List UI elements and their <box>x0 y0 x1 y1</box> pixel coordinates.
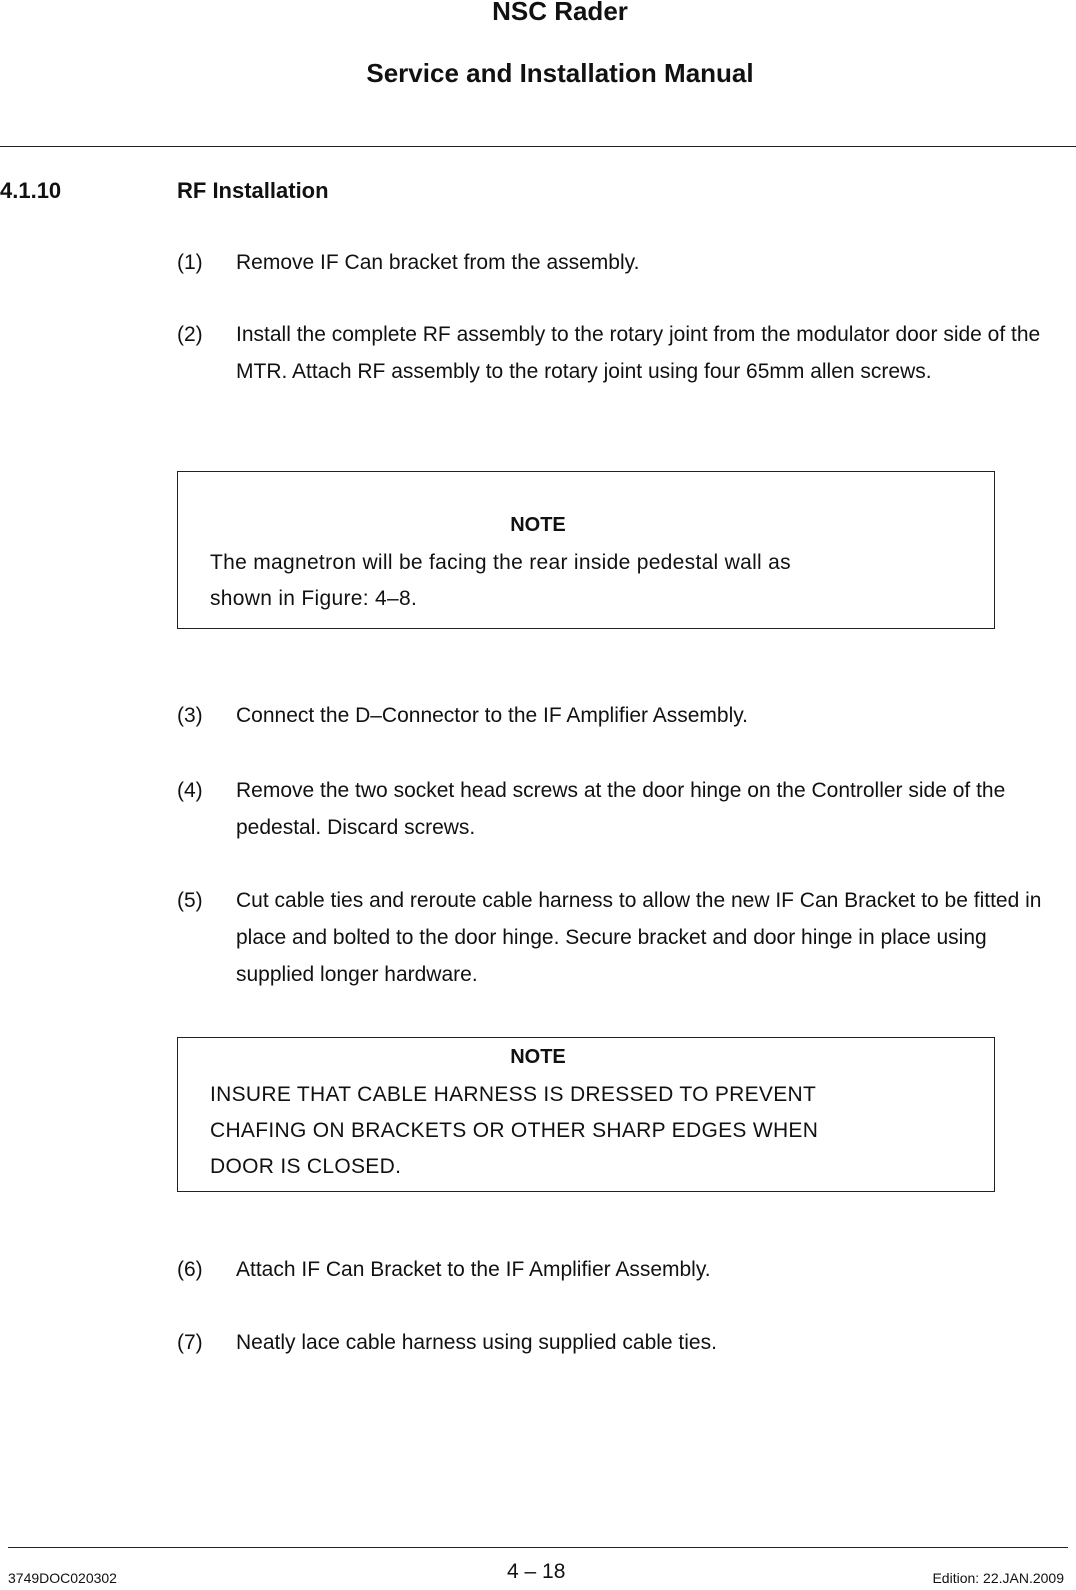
step-text: Cut cable ties and reroute cable harness to allow the new IF Can Bracket to be fitted in place and bolted to the door hinge. Secure bracket and door hinge in place using supplied longer hardware. <box>236 889 1042 986</box>
step-7 <box>177 1324 1057 1361</box>
footer-edition: Edition: 22.JAN.2009 <box>932 1570 1064 1586</box>
step-number: (3) <box>177 704 203 727</box>
footer-rule <box>8 1547 1068 1548</box>
note-box-1 <box>177 471 995 629</box>
footer-page-number: 4 – 18 <box>507 1560 566 1583</box>
step-number: (6) <box>177 1258 203 1281</box>
step-2 <box>177 316 1057 390</box>
note-heading: NOTE <box>510 1046 566 1068</box>
note-line: CHAFING ON BRACKETS OR OTHER SHARP EDGES WHEN <box>210 1119 819 1142</box>
step-6 <box>177 1251 1057 1288</box>
section-number: 4.1.10 <box>0 178 62 203</box>
step-text: Remove IF Can bracket from the assembly. <box>236 251 640 274</box>
step-number: (1) <box>177 251 203 274</box>
header-subtitle: Service and Installation Manual <box>366 58 754 88</box>
note-line: shown in Figure: 4–8. <box>210 587 418 610</box>
note-box-2 <box>177 1037 995 1192</box>
note-body <box>210 1077 818 1185</box>
step-text: Remove the two socket head screws at the door hinge on the Controller side of the pedestal. Discard screws. <box>236 779 1006 839</box>
step-text: Attach IF Can Bracket to the IF Amplifier Assembly. <box>236 1258 711 1281</box>
step-5 <box>177 882 1057 993</box>
step-number: (7) <box>177 1331 203 1354</box>
step-text: Connect the D–Connector to the IF Amplifier Assembly. <box>236 704 749 727</box>
note-line: The magnetron will be facing the rear inside pedestal wall as <box>210 551 791 574</box>
note-heading: NOTE <box>510 514 566 536</box>
step-3 <box>177 697 1057 734</box>
note-line: DOOR IS CLOSED. <box>210 1155 402 1178</box>
header-rule <box>0 146 1076 147</box>
step-number: (4) <box>177 779 203 802</box>
note-body <box>210 545 791 617</box>
step-4 <box>177 772 1057 846</box>
footer-doc-id: 3749DOC020302 <box>8 1570 117 1586</box>
step-text: Neatly lace cable harness using supplied cable ties. <box>236 1331 717 1354</box>
step-number: (2) <box>177 323 203 346</box>
step-number: (5) <box>177 889 203 912</box>
step-text: Install the complete RF assembly to the rotary joint from the modulator door side of the MTR. Attach RF assembly to the rotary joint using four 65mm allen screws. <box>236 323 1041 383</box>
section-title: RF Installation <box>177 178 329 203</box>
step-1 <box>177 244 1057 281</box>
header-title: NSC Rader <box>492 0 628 26</box>
note-line: INSURE THAT CABLE HARNESS IS DRESSED TO PREVENT <box>210 1083 817 1106</box>
